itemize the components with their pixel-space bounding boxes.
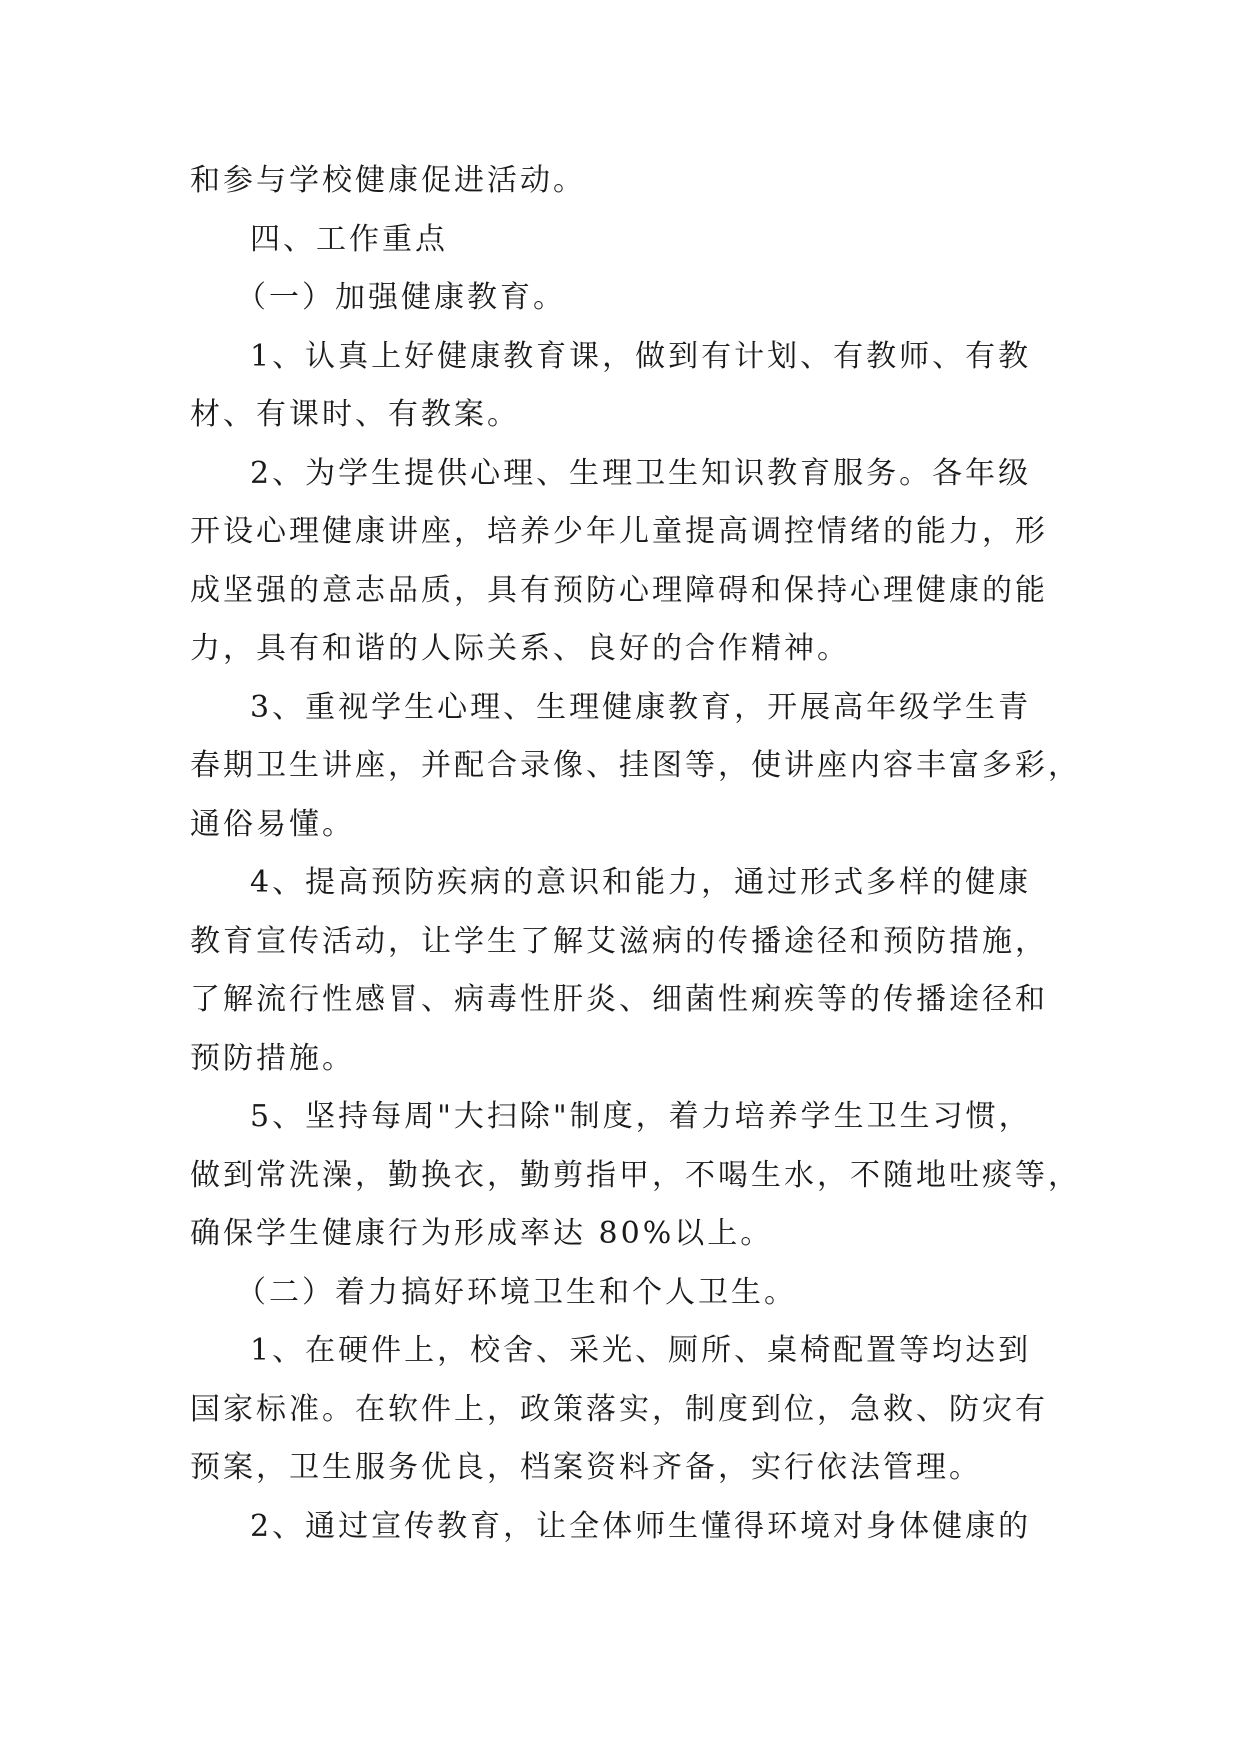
list-item-line: 确保学生健康行为形成率达 80%以上。 <box>190 1216 774 1251</box>
list-item-line: 开设心理健康讲座，培养少年儿童提高调控情绪的能力，形 <box>190 514 1048 549</box>
subsection-heading: （一）加强健康教育。 <box>236 280 566 315</box>
list-item-line: 成坚强的意志品质，具有预防心理障碍和保持心理健康的能 <box>190 572 1048 608</box>
list-item-line: 材、有课时、有教案。 <box>190 397 520 432</box>
list-item-line: 3、重视学生心理、生理健康教育，开展高年级学生青 <box>250 689 1032 725</box>
list-item-line: 做到常洗澡，勤换衣，勤剪指甲，不喝生水，不随地吐痰等， <box>190 1157 1081 1193</box>
paragraph-continuation: 和参与学校健康促进活动。 <box>190 163 586 198</box>
list-item-line: 通俗易懂。 <box>190 806 355 842</box>
list-item-line: 了解流行性感冒、病毒性肝炎、细菌性痢疾等的传播途径和 <box>190 982 1048 1017</box>
list-item-line: 2、为学生提供心理、生理卫生知识教育服务。各年级 <box>250 455 1032 491</box>
list-item-line: 教育宣传活动，让学生了解艾滋病的传播途径和预防措施， <box>190 923 1048 959</box>
document-page <box>190 152 1081 1556</box>
list-item-line: 1、在硬件上，校舍、采光、厕所、桌椅配置等均达到 <box>250 1333 1032 1368</box>
section-heading: 四、工作重点 <box>250 221 448 257</box>
subsection-heading: （二）着力搞好环境卫生和个人卫生。 <box>236 1274 797 1310</box>
list-item-line: 预防措施。 <box>190 1040 355 1076</box>
list-item-line: 春期卫生讲座，并配合录像、挂图等，使讲座内容丰富多彩， <box>190 748 1081 783</box>
list-item-line: 4、提高预防疾病的意识和能力，通过形式多样的健康 <box>250 865 1032 900</box>
list-item-line: 2、通过宣传教育，让全体师生懂得环境对身体健康的 <box>250 1508 1032 1544</box>
list-item-line: 力，具有和谐的人际关系、良好的合作精神。 <box>190 631 850 666</box>
list-item-line: 1、认真上好健康教育课，做到有计划、有教师、有教 <box>250 338 1032 374</box>
list-item-line: 预案，卫生服务优良，档案资料齐备，实行依法管理。 <box>190 1450 982 1485</box>
list-item-line: 国家标准。在软件上，政策落实，制度到位，急救、防灾有 <box>190 1391 1048 1427</box>
list-item-line: 5、坚持每周"大扫除"制度，着力培养学生卫生习惯， <box>250 1099 1032 1134</box>
